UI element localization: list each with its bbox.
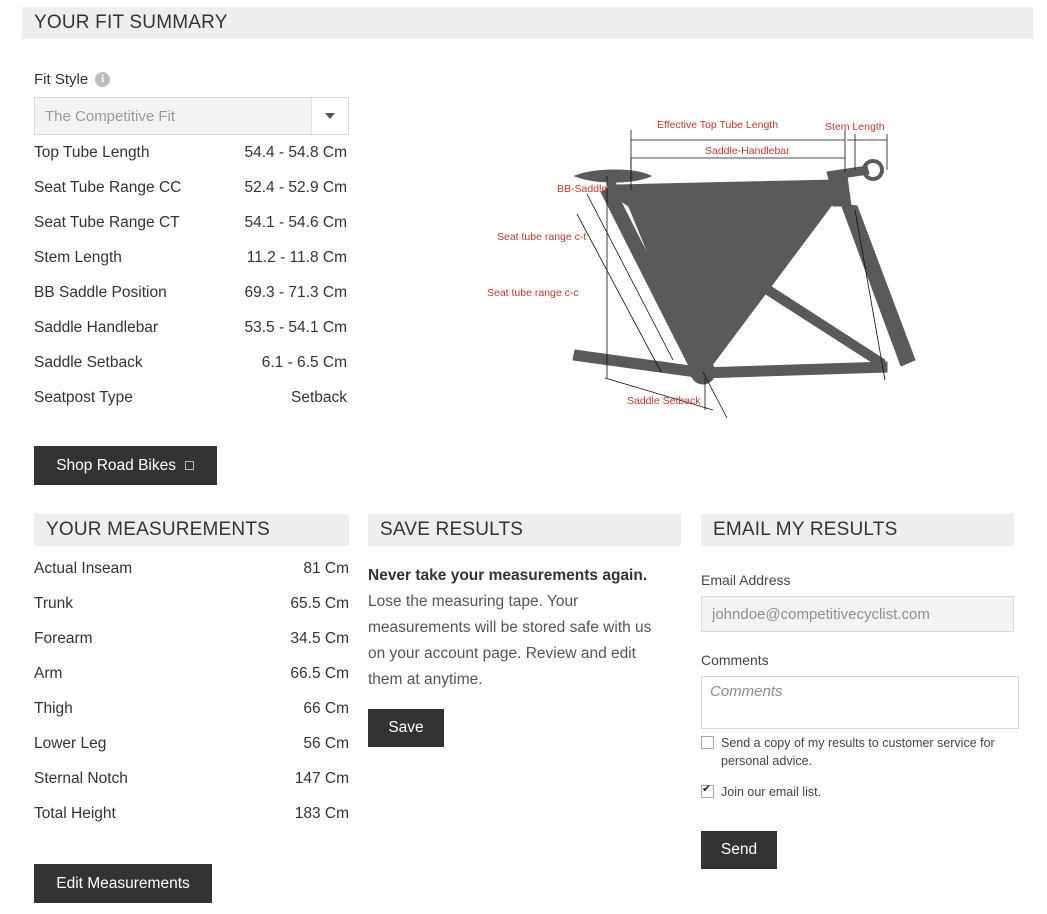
measurement-row-key: Thigh: [34, 700, 73, 717]
section-header-save-results: [368, 514, 681, 546]
info-icon[interactable]: i: [95, 72, 110, 87]
save-button-label: Save: [388, 719, 424, 736]
checkbox-send-copy[interactable]: [701, 736, 714, 749]
edit-measurements-label: Edit Measurements: [56, 874, 190, 892]
save-headline: Never take your measurements again.: [368, 567, 648, 584]
measurement-row-key: Arm: [34, 665, 63, 682]
fit-spec-row-value: 69.3 - 71.3 Cm: [244, 284, 347, 301]
fit-spec-row-value: 11.2 - 11.8 Cm: [246, 249, 347, 266]
measurement-row-value: 56 Cm: [303, 735, 349, 752]
fit-spec-row: [34, 389, 347, 424]
fit-spec-row-key: Saddle Setback: [34, 354, 143, 371]
fit-spec-row: [34, 249, 347, 284]
measurement-row: [34, 805, 349, 840]
measurement-row: [34, 770, 349, 805]
measurement-row: [34, 735, 349, 770]
measurement-row-value: 147 Cm: [294, 770, 349, 787]
checkbox-row-send-copy[interactable]: [701, 734, 1016, 770]
fit-spec-row-value: 53.5 - 54.1 Cm: [244, 319, 347, 336]
external-link-icon: ☐: [184, 458, 195, 473]
fit-spec-row-value: 54.4 - 54.8 Cm: [244, 144, 347, 161]
chevron-down-icon[interactable]: [311, 98, 348, 134]
fit-spec-row-key: Top Tube Length: [34, 144, 150, 161]
diagram-label-bb-saddle: BB-Saddle: [557, 183, 608, 195]
send-button[interactable]: [701, 831, 777, 869]
measurement-row-value: 34.5 Cm: [290, 630, 349, 647]
fit-spec-row: [34, 144, 347, 179]
section-header-fit-summary: [22, 7, 1033, 39]
measurement-row: [34, 595, 349, 630]
fit-style-label-row: [34, 71, 110, 88]
measurement-row: [34, 630, 349, 665]
diagram-label-seat-tube-cc: Seat tube range c-c: [487, 287, 579, 299]
shop-road-bikes-label: Shop Road Bikes: [56, 456, 176, 474]
diagram-label-saddle-setback: Saddle Setback: [627, 395, 701, 407]
fit-spec-list: [34, 144, 347, 424]
shop-road-bikes-button[interactable]: [34, 446, 217, 485]
fit-spec-row: [34, 179, 347, 214]
email-input[interactable]: [701, 596, 1014, 632]
fit-spec-row-key: Stem Length: [34, 249, 122, 266]
section-title: SAVE RESULTS: [380, 519, 524, 540]
comments-input[interactable]: [701, 676, 1019, 729]
checkbox-join-email-list[interactable]: [701, 785, 714, 798]
diagram-label-saddle-handlebar: Saddle-Handlebar: [705, 145, 790, 157]
measurement-row: [34, 700, 349, 735]
fit-style-selected-value: The Competitive Fit: [45, 107, 176, 125]
measurement-row-value: 81 Cm: [303, 560, 349, 577]
checkbox-join-email-list-label: Join our email list.: [721, 785, 822, 799]
fit-style-select[interactable]: [34, 97, 349, 135]
measurement-row: [34, 665, 349, 700]
fit-spec-row-key: Seatpost Type: [34, 389, 133, 406]
measurement-row-value: 183 Cm: [294, 805, 349, 822]
measurement-row-key: Total Height: [34, 805, 116, 822]
save-body: Lose the measuring tape. Your measurements will be stored safe with us on your account page. Review and edit them at anytime.: [368, 593, 652, 688]
send-button-label: Send: [720, 841, 758, 858]
diagram-label-seat-tube-ct: Seat tube range c-t: [497, 231, 587, 243]
section-title: EMAIL MY RESULTS: [713, 519, 898, 540]
section-header-measurements: [34, 514, 349, 546]
measurement-row-key: Trunk: [34, 595, 74, 612]
bike-frame-geometry-diagram: [455, 110, 1015, 440]
section-title: YOUR FIT SUMMARY: [34, 12, 228, 33]
diagram-label-effective-top-tube: Effective Top Tube Length: [657, 119, 779, 131]
fit-spec-row-value: 52.4 - 52.9 Cm: [244, 179, 347, 196]
measurement-row-key: Lower Leg: [34, 735, 107, 752]
fit-style-label: Fit Style: [34, 71, 89, 88]
measurement-row-value: 66.5 Cm: [290, 665, 349, 682]
section-title: YOUR MEASUREMENTS: [46, 519, 271, 540]
email-address-label: Email Address: [701, 572, 791, 588]
measurement-row-value: 65.5 Cm: [290, 595, 349, 612]
measurement-row-value: 66 Cm: [303, 700, 349, 717]
measurement-row-key: Actual Inseam: [34, 560, 133, 577]
fit-spec-row: [34, 214, 347, 249]
fit-spec-row-key: Saddle Handlebar: [34, 319, 159, 336]
fit-spec-row: [34, 284, 347, 319]
save-button[interactable]: [368, 709, 444, 747]
checkbox-row-join-list[interactable]: [701, 783, 1016, 801]
fit-spec-row: [34, 319, 347, 354]
fit-spec-row: [34, 354, 347, 389]
measurements-list: [34, 560, 349, 840]
section-header-email-results: [701, 514, 1014, 546]
save-results-text: [368, 563, 668, 693]
fit-spec-row-value: Setback: [290, 389, 347, 406]
fit-spec-row-value: 6.1 - 6.5 Cm: [261, 354, 347, 371]
checkbox-send-copy-label: Send a copy of my results to customer service for personal advice.: [721, 736, 995, 768]
comments-label: Comments: [701, 652, 769, 668]
measurement-row-key: Sternal Notch: [34, 770, 128, 787]
measurement-row-key: Forearm: [34, 630, 93, 647]
fit-spec-row-key: Seat Tube Range CC: [34, 179, 182, 196]
measurement-row: [34, 560, 349, 595]
fit-spec-row-value: 54.1 - 54.6 Cm: [244, 214, 347, 231]
fit-spec-row-key: Seat Tube Range CT: [34, 214, 180, 231]
diagram-label-stem-length: Stem Length: [825, 121, 885, 133]
edit-measurements-button[interactable]: [34, 864, 212, 903]
fit-spec-row-key: BB Saddle Position: [34, 284, 167, 301]
